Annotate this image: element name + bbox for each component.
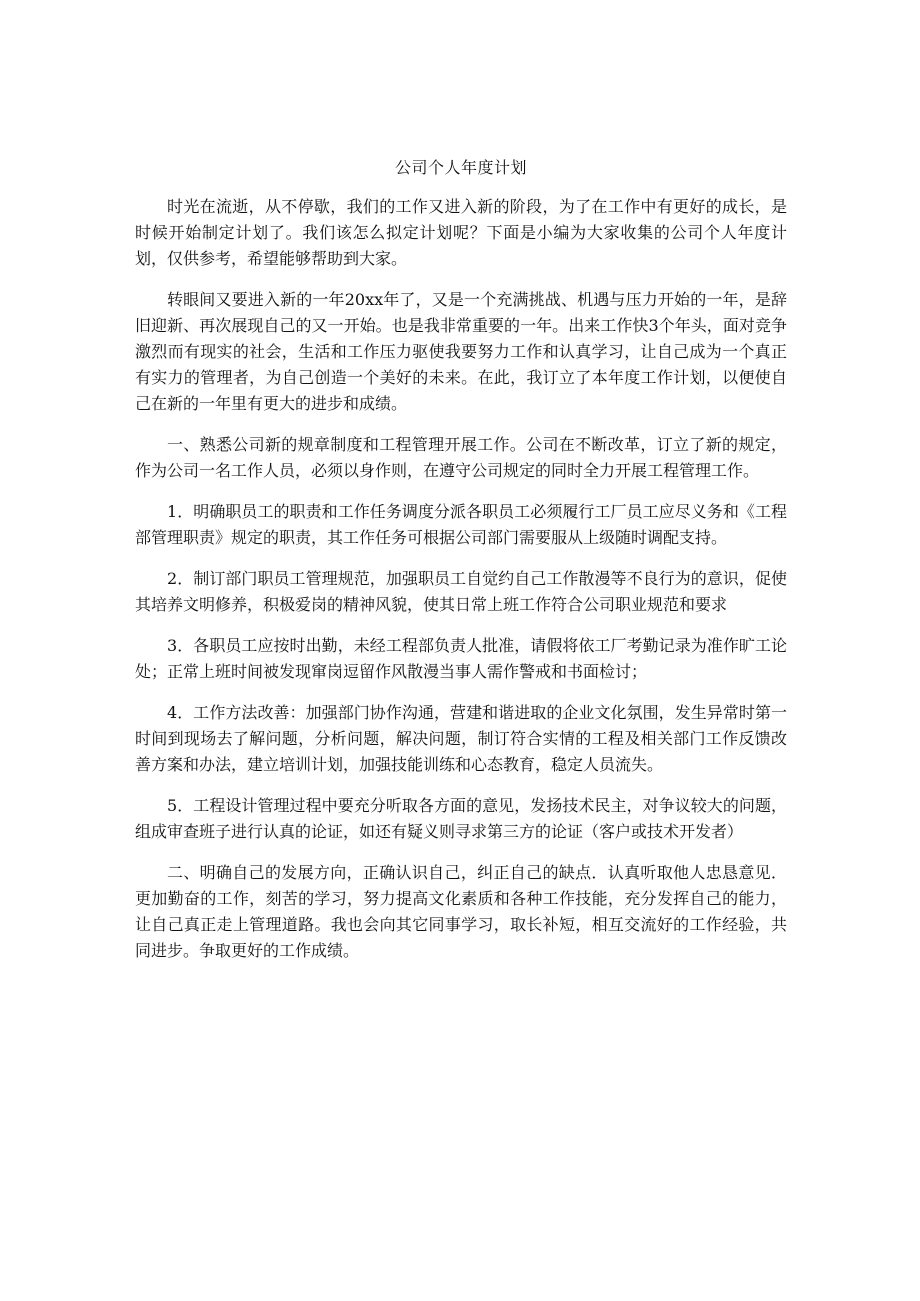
section-one-paragraph: 一、熟悉公司新的规章制度和工程管理开展工作。公司在不断改革，订立了新的规定，作为公司一名工作人员，必须以身作则，在遵守公司规定的同时全力开展工程管理工作。 (135, 435, 787, 480)
section-two-paragraph: 二、明确自己的发展方向，正确认识自己，纠正自己的缺点．认真听取他人忠恳意见．更加勤奋的工作，刻苦的学习，努力提高文化素质和各种工作技能，充分发挥自己的能力，让自己真正走上管理道路。我也会向其它同事学习，取长补短，相互交流好的工作经验，共同进步。争取更好的工作成绩。 (135, 863, 787, 960)
item-4-paragraph: 4．工作方法改善：加强部门协作沟通，营建和谐进取的企业文化氛围，发生异常时第一时间到现场去了解问题，分析问题，解决问题，制订符合实情的工程及相关部门工作反馈改善方案和办法，建立培训计划，加强技能训练和心态教育，稳定人员流失。 (135, 703, 787, 774)
background-paragraph: 转眼间又要进入新的一年20xx年了，又是一个充满挑战、机遇与压力开始的一年，是辞旧迎新、再次展现自己的又一开始。也是我非常重要的一年。出来工作快3个年头，面对竞争激烈而有现实的社会，生活和工作压力驱使我要努力工作和认真学习，让自己成为一个真正有实力的管理者，为自己创造一个美好的未来。在此，我订立了本年度工作计划，以便使自己在新的一年里有更大的进步和成绩。 (135, 290, 787, 413)
item-5-paragraph: 5．工程设计管理过程中要充分听取各方面的意见，发扬技术民主，对争议较大的问题，组成审查班子进行认真的论证，如还有疑义则寻求第三方的论证（客户或技术开发者） (135, 796, 787, 841)
item-3-paragraph: 3．各职员工应按时出勤，未经工程部负责人批准，请假将依工厂考勤记录为准作旷工论处；正常上班时间被发现窜岗逗留作风散漫当事人需作警戒和书面检讨； (135, 636, 787, 681)
item-2-paragraph: 2．制订部门职员工管理规范，加强职员工自觉约自己工作散漫等不良行为的意识，促使其培养文明修养，积极爱岗的精神风貌，使其日常上班工作符合公司职业规范和要求 (135, 569, 787, 614)
item-1-paragraph: 1．明确职员工的职责和工作任务调度分派各职员工必须履行工厂员工应尽义务和《工程部管理职责》规定的职责，其工作任务可根据公司部门需要服从上级随时调配支持。 (135, 502, 787, 547)
document-page (135, 156, 787, 979)
intro-paragraph: 时光在流逝，从不停歇，我们的工作又进入新的阶段，为了在工作中有更好的成长，是时候开始制定计划了。我们该怎么拟定计划呢？下面是小编为大家收集的公司个人年度计划，仅供参考，希望能够帮助到大家。 (135, 197, 787, 268)
document-title: 公司个人年度计划 (394, 158, 527, 177)
